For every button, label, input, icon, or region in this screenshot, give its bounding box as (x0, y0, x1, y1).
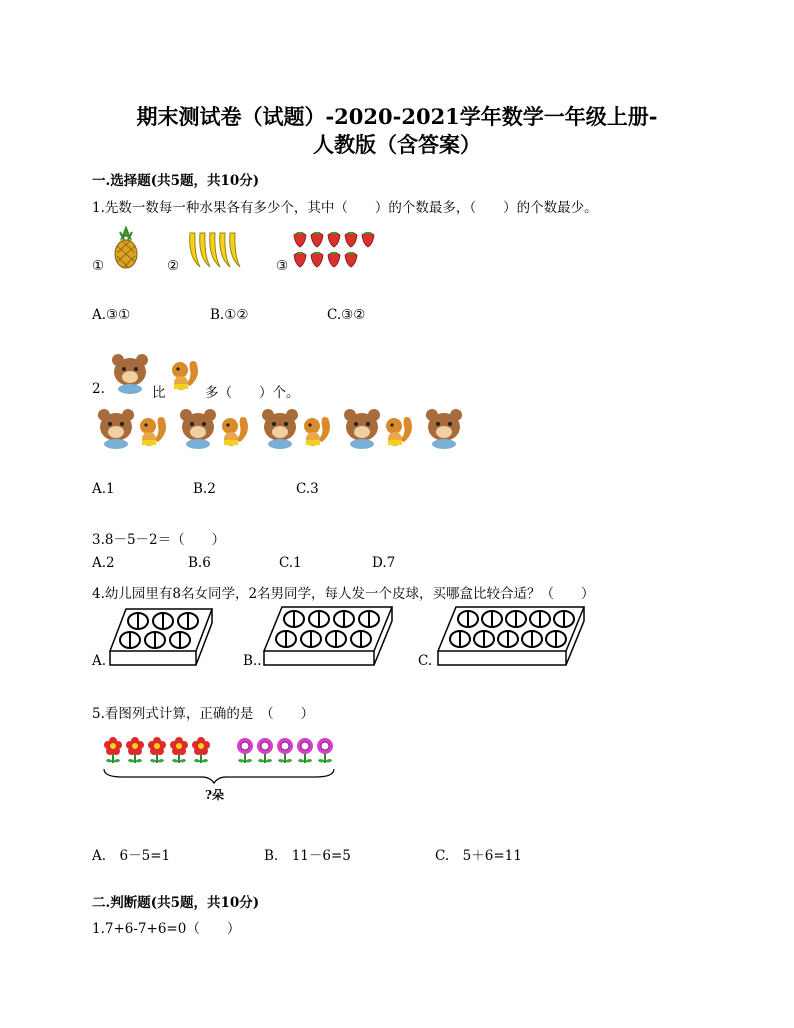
q2-option-b: B.2 (193, 481, 216, 497)
q2-text-tail: 多（ ）个。 (205, 385, 300, 401)
q1-option-b: B.①② (210, 307, 249, 323)
bananas-image (186, 229, 246, 271)
q1-label-1: ① (92, 258, 105, 274)
q3-option-b: B.6 (188, 555, 211, 571)
q3-option-d: D.7 (372, 555, 396, 571)
q5-option-c: C. 5＋6=11 (435, 848, 522, 864)
q3-option-c: C.1 (279, 555, 302, 571)
q2-option-a: A.1 (92, 481, 115, 497)
ball-box-6-image (108, 607, 214, 667)
squirrel-icon (168, 356, 202, 392)
q2-compare-word: 比 (152, 385, 166, 401)
ball-box-10-image (436, 605, 586, 667)
section2-heading: 二.判断题(共5题，共10分) (92, 895, 260, 911)
q4-option-a: A. (92, 653, 107, 669)
strawberries-image (292, 230, 378, 270)
pineapple-image (110, 226, 142, 270)
q5-option-a: A. 6－5=1 (92, 848, 171, 864)
q3-text: 3.8－5－2＝（ ） (92, 532, 226, 548)
q1-option-a: A.③① (92, 307, 131, 323)
q2-option-c: C.3 (296, 481, 319, 497)
s2-q1-text: 1.7+6-7+6=0（ ） (92, 921, 241, 937)
q5-text: 5.看图列式计算，正确的是 （ ） (92, 706, 315, 722)
document-title-line1: 期末测试卷（试题）-2020-2021学年数学一年级上册- (136, 104, 658, 129)
q5-option-b: B. 11－6=5 (264, 848, 351, 864)
q3-option-a: A.2 (92, 555, 115, 571)
q4-text: 4.幼儿园里有8名女同学，2名男同学，每人发一个皮球，买哪盒比较合适？（ ） (92, 586, 595, 602)
q1-option-c: C.③② (327, 307, 366, 323)
q2-number: 2. (92, 381, 105, 397)
q5-brace-label: ?朵 (205, 788, 225, 802)
q4-option-c: C. (418, 653, 433, 669)
section1-heading: 一.选择题(共5题，共10分) (92, 173, 260, 189)
bear-icon (110, 352, 150, 394)
q4-option-b: B.. (243, 653, 262, 669)
q1-label-3: ③ (276, 258, 289, 274)
document-title-line2: 人教版（含答案） (313, 132, 481, 157)
q1-label-2: ② (167, 258, 180, 274)
q1-text: 1.先数一数每一种水果各有多少个，其中（ ）的个数最多，（ ）的个数最少。 (92, 200, 598, 216)
flowers-image (102, 735, 338, 783)
ball-box-8-image (262, 605, 394, 667)
bears-squirrels-row-image (96, 408, 466, 450)
